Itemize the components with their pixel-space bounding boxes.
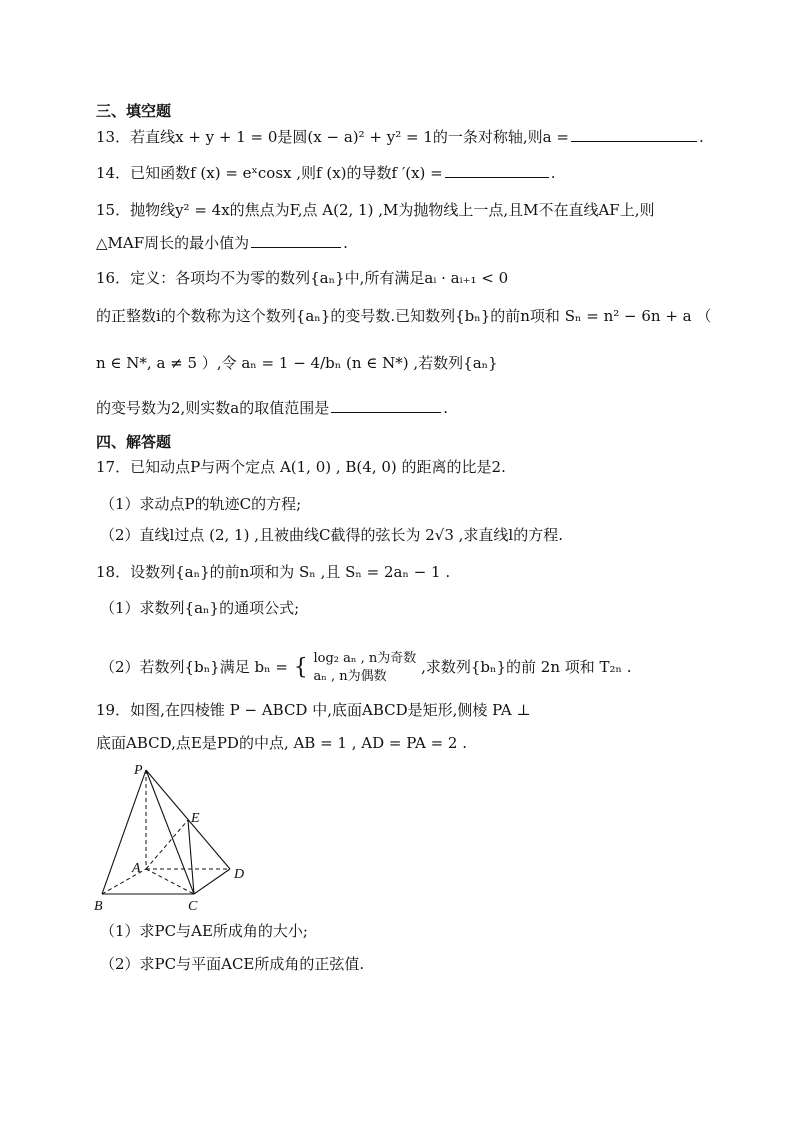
question-17-part-2: （2）直线l过点 (2, 1) ,且被曲线C截得的弦长为 2√3 ,求直线l的方程. <box>100 526 563 544</box>
edge-PD <box>146 770 230 869</box>
piecewise-brace: { <box>293 655 308 680</box>
question-16-line-3: n ∈ N*, a ≠ 5 ）,令 aₙ = 1 − 4/bₙ (n ∈ N*) ,若数列{aₙ} <box>96 354 498 372</box>
pyramid-figure <box>90 758 260 918</box>
question-16-line-2: 的正整数i的个数称为这个数列{aₙ}的变号数.已知数列{bₙ}的前n项和 Sₙ = n² − 6n + a （ <box>96 307 712 325</box>
edge-AC-hidden <box>146 869 194 894</box>
question-15-line-1: 15．抛物线y² = 4x的焦点为F,点 A(2, 1) ,M为抛物线上一点,且M不在直线AF上,则 <box>96 201 655 219</box>
question-16-line-4 <box>96 398 448 418</box>
edge-EC <box>188 820 194 894</box>
vertex-label-A: A <box>132 861 141 876</box>
question-18-part-2-lead: （2）若数列{bₙ}满足 bₙ = <box>100 658 288 676</box>
answer-blank-16 <box>331 398 441 413</box>
answer-blank-15 <box>251 233 341 248</box>
question-15-line-2 <box>96 233 348 253</box>
answer-blank-13 <box>571 127 697 142</box>
question-17-part-1: （1）求动点P的轨迹C的方程; <box>100 495 302 513</box>
question-14-end: . <box>550 164 556 182</box>
question-15-end: . <box>343 234 348 252</box>
question-19-part-2: （2）求PC与平面ACE所成角的正弦值. <box>100 955 365 973</box>
question-13-end: . <box>698 128 704 146</box>
answer-blank-14 <box>445 163 549 178</box>
edge-CD <box>194 869 230 894</box>
vertex-label-C: C <box>188 899 198 914</box>
question-16-text: 的变号数为2,则实数a的取值范围是 <box>96 399 330 417</box>
question-18-stem: 18．设数列{aₙ}的前n项和为 Sₙ ,且 Sₙ = 2aₙ − 1 . <box>96 563 451 581</box>
vertex-label-P: P <box>134 763 143 778</box>
question-19-part-1: （1）求PC与AE所成角的大小; <box>100 922 308 940</box>
question-13 <box>96 127 704 147</box>
question-14-text: 14．已知函数f (x) = eˣcosx ,则f (x)的导数f ′(x) = <box>96 164 443 182</box>
question-13-text: 13．若直线x + y + 1 = 0是圆(x − a)² + y² = 1的一条对称轴,则a = <box>96 128 569 146</box>
vertex-label-B: B <box>94 899 103 914</box>
section-heading-answer: 四、解答题 <box>96 433 172 451</box>
question-19-line-2: 底面ABCD,点E是PD的中点, AB = 1 , AD = PA = 2 . <box>96 734 467 752</box>
edge-PC <box>146 770 194 894</box>
question-17-stem: 17．已知动点P与两个定点 A(1, 0) , B(4, 0) 的距离的比是2. <box>96 458 506 476</box>
question-19-line-1: 19．如图,在四棱锥 P − ABCD 中,底面ABCD是矩形,侧棱 PA ⊥ <box>96 701 531 719</box>
vertex-label-E: E <box>191 811 200 826</box>
question-14 <box>96 163 556 183</box>
question-18-part-2 <box>100 650 632 686</box>
vertex-label-D: D <box>234 867 245 882</box>
piecewise-case-even: aₙ , n为偶数 <box>313 669 387 684</box>
section-heading-fill-blank: 三、填空题 <box>96 102 172 120</box>
piecewise-case-odd: log₂ aₙ , n为奇数 <box>313 651 417 666</box>
question-16-end: . <box>443 399 449 417</box>
question-18-part-2-tail: ,求数列{bₙ}的前 2n 项和 T₂ₙ . <box>421 658 632 676</box>
question-15-text: △MAF周长的最小值为 <box>96 234 250 252</box>
question-18-part-1: （1）求数列{aₙ}的通项公式; <box>100 599 300 617</box>
piecewise-cases <box>313 650 416 686</box>
question-16-line-1: 16．定义：各项均不为零的数列{aₙ}中,所有满足aᵢ · aᵢ₊₁ < 0 <box>96 269 509 287</box>
